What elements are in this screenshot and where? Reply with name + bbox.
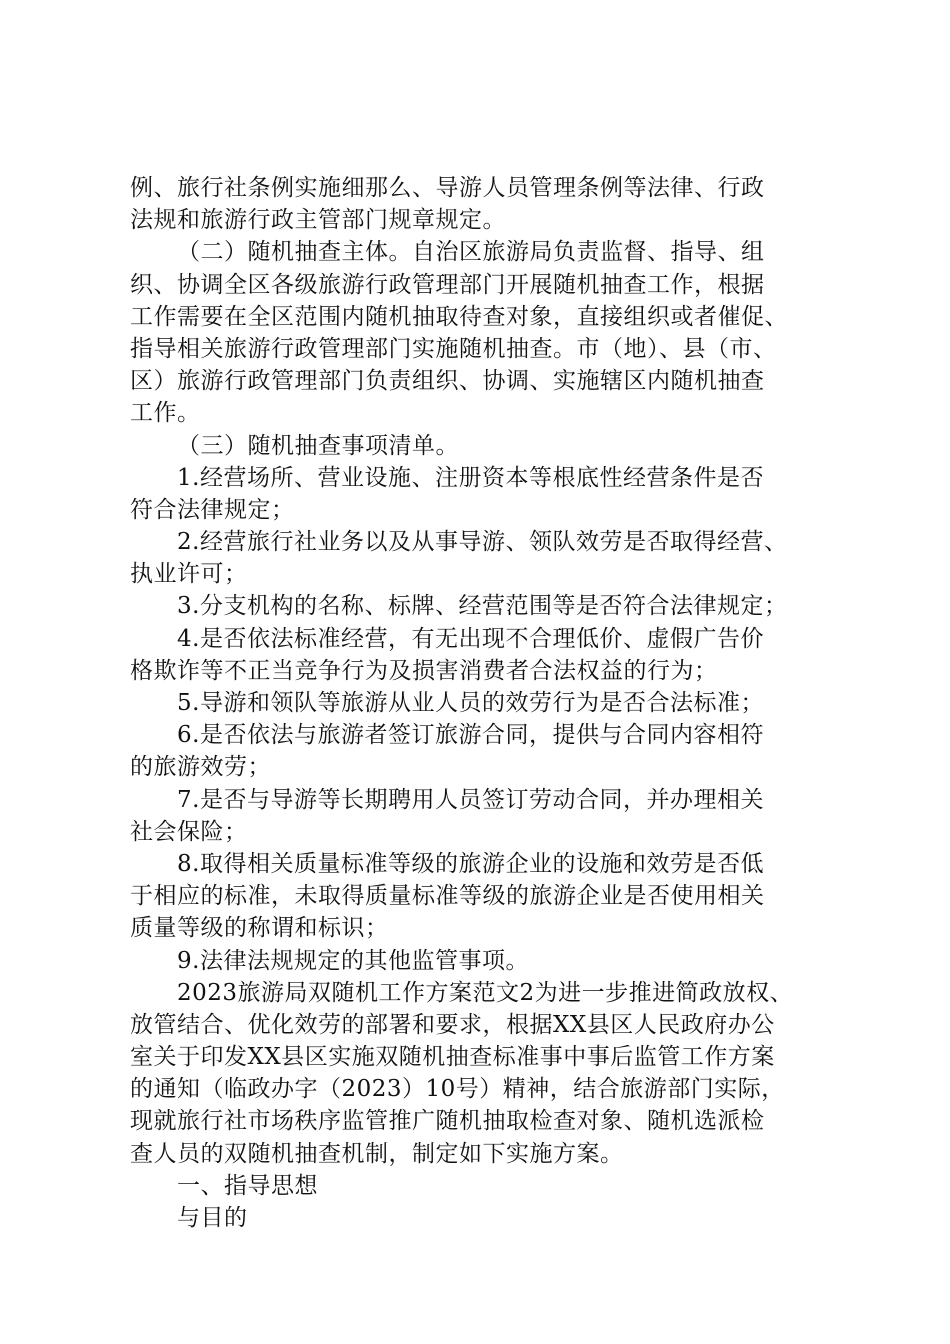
text-line: 8.取得相关质量标准等级的旅游企业的设施和效劳是否低 [177,850,764,877]
text-line: 6.是否依法与旅游者签订旅游合同，提供与合同内容相符 [177,722,764,749]
text-line: 9.法律法规规定的其他监管事项。 [177,947,529,974]
text-line: 符合法律规定； [130,496,295,523]
text-line: 于相应的标准，未取得质量标准等级的旅游企业是否使用相关 [130,883,765,910]
text-line: （三）随机抽查事项清单。 [177,432,459,459]
text-line: 例、旅行社条例实施细那么、导游人员管理条例等法律、行政 [130,175,765,201]
text-line: 格欺诈等不正当竞争行为及损害消费者合法权益的行为； [130,657,718,684]
text-line: 查人员的双随机抽查机制，制定如下实施方案。 [130,1140,624,1167]
text-line: 社会保险； [130,818,248,845]
text-line: 的旅游效劳； [130,754,271,781]
text-line: 区）旅游行政管理部门负责组织、协调、实施辖区内随机抽查 [130,368,765,395]
text-line: 的通知（临政办字（2023）10号）精神，结合旅游部门实际， [130,1076,785,1103]
text-line: （二）随机抽查主体。自治区旅游局负责监督、指导、组 [177,239,765,266]
text-line: 2.经营旅行社业务以及从事导游、领队效劳是否取得经营、 [177,529,788,556]
text-line: 1.经营场所、营业设施、注册资本等根底性经营条件是否 [177,464,764,491]
text-line: 织、协调全区各级旅游行政管理部门开展随机抽查工作，根据 [130,271,765,298]
text-line: 放管结合、优化效劳的部署和要求，根据XX县区人民政府办公 [130,1011,775,1038]
text-line: 与目的 [177,1205,248,1231]
text-line: 执业许可； [130,561,248,588]
text-line: 5.导游和领队等旅游从业人员的效劳行为是否合法标准； [177,690,764,716]
text-line: 工作。 [130,400,201,427]
text-line: 现就旅行社市场秩序监管推广随机抽取检查对象、随机选派检 [130,1108,765,1135]
text-line: 质量等级的称谓和标识； [130,915,389,942]
text-line: 4.是否依法标准经营，有无出现不合理低价、虚假广告价 [177,625,764,652]
text-line: 工作需要在全区范围内随机抽取待查对象，直接组织或者催促、 [130,303,788,330]
text-line: 3.分支机构的名称、标牌、经营范围等是否符合法律规定； [177,593,788,620]
document-body [130,172,830,1234]
text-line: 一、指导思想 [177,1172,318,1199]
text-line: 2023旅游局双随机工作方案范文2为进一步推进简政放权、 [177,979,794,1006]
text-line: 7.是否与导游等长期聘用人员签订劳动合同，并办理相关 [177,786,764,813]
text-line: 指导相关旅游行政管理部门实施随机抽查。市（地）、县（市、 [130,335,777,362]
text-line: 室关于印发XX县区实施双随机抽查标准事中事后监管工作方案 [130,1044,775,1071]
text-line: 法规和旅游行政主管部门规章规定。 [130,207,506,234]
